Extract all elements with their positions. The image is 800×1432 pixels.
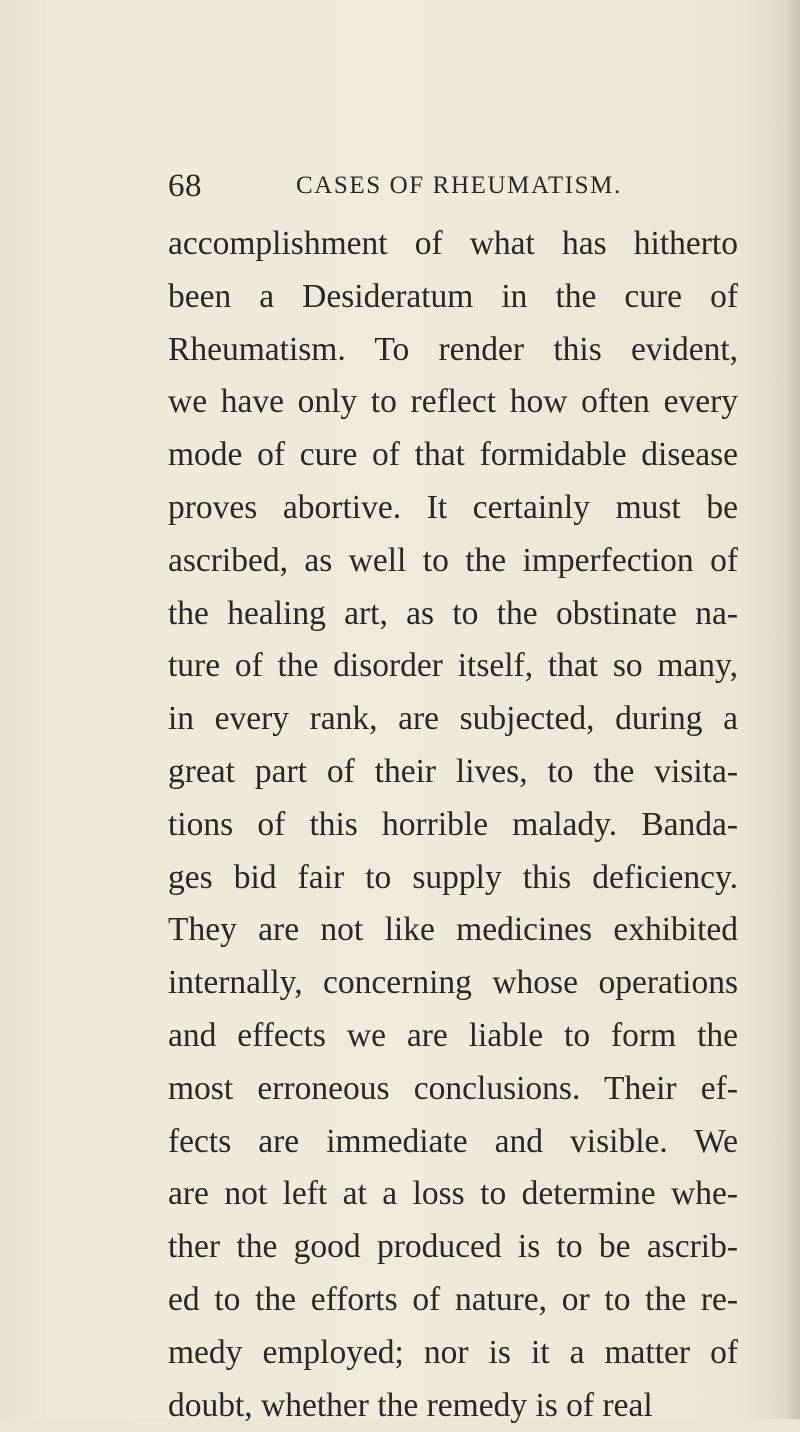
text-line: medy employed; nor is it a matter of bbox=[168, 1333, 738, 1371]
text-line: ges bid fair to supply this deficiency. bbox=[168, 858, 738, 896]
text-line: are not left at a loss to determine whe- bbox=[168, 1175, 738, 1213]
text-line: ascribed, as well to the imperfection of bbox=[168, 541, 738, 579]
text-line: and effects we are liable to form the bbox=[168, 1016, 738, 1054]
text-line: doubt, whether the remedy is of real bbox=[168, 1386, 653, 1424]
page-edge-shadow bbox=[786, 0, 800, 1419]
text-line: been a Desideratum in the cure of bbox=[168, 277, 738, 315]
running-head bbox=[168, 168, 738, 208]
text-line: we have only to reflect how often every bbox=[168, 383, 738, 421]
text-line: tions of this horrible malady. Banda- bbox=[168, 805, 738, 843]
text-line: accomplishment of what has hitherto bbox=[168, 225, 738, 262]
running-head-title: CASES OF RHEUMATISM. bbox=[296, 172, 622, 199]
text-line: ed to the efforts of nature, or to the re- bbox=[168, 1280, 738, 1318]
text-line: the healing art, as to the obstinate na- bbox=[168, 594, 738, 632]
body-text bbox=[168, 218, 738, 1432]
text-line: They are not like medicines exhibited bbox=[168, 911, 738, 949]
text-line: most erroneous conclusions. Their ef- bbox=[168, 1069, 738, 1107]
text-line: ture of the disorder itself, that so many, bbox=[168, 647, 738, 685]
page-number: 68 bbox=[168, 168, 202, 204]
text-line: proves abortive. It certainly must be bbox=[168, 488, 738, 526]
text-line: great part of their lives, to the visita- bbox=[168, 752, 738, 790]
text-line: internally, concerning whose operations bbox=[168, 964, 738, 1002]
text-line: fects are immediate and visible. We bbox=[168, 1122, 738, 1160]
text-line: mode of cure of that formidable disease bbox=[168, 436, 738, 474]
text-line: in every rank, are subjected, during a bbox=[168, 700, 738, 738]
text-line: Rheumatism. To render this evident, bbox=[168, 330, 738, 368]
text-line: ther the good produced is to be ascrib- bbox=[168, 1228, 738, 1266]
